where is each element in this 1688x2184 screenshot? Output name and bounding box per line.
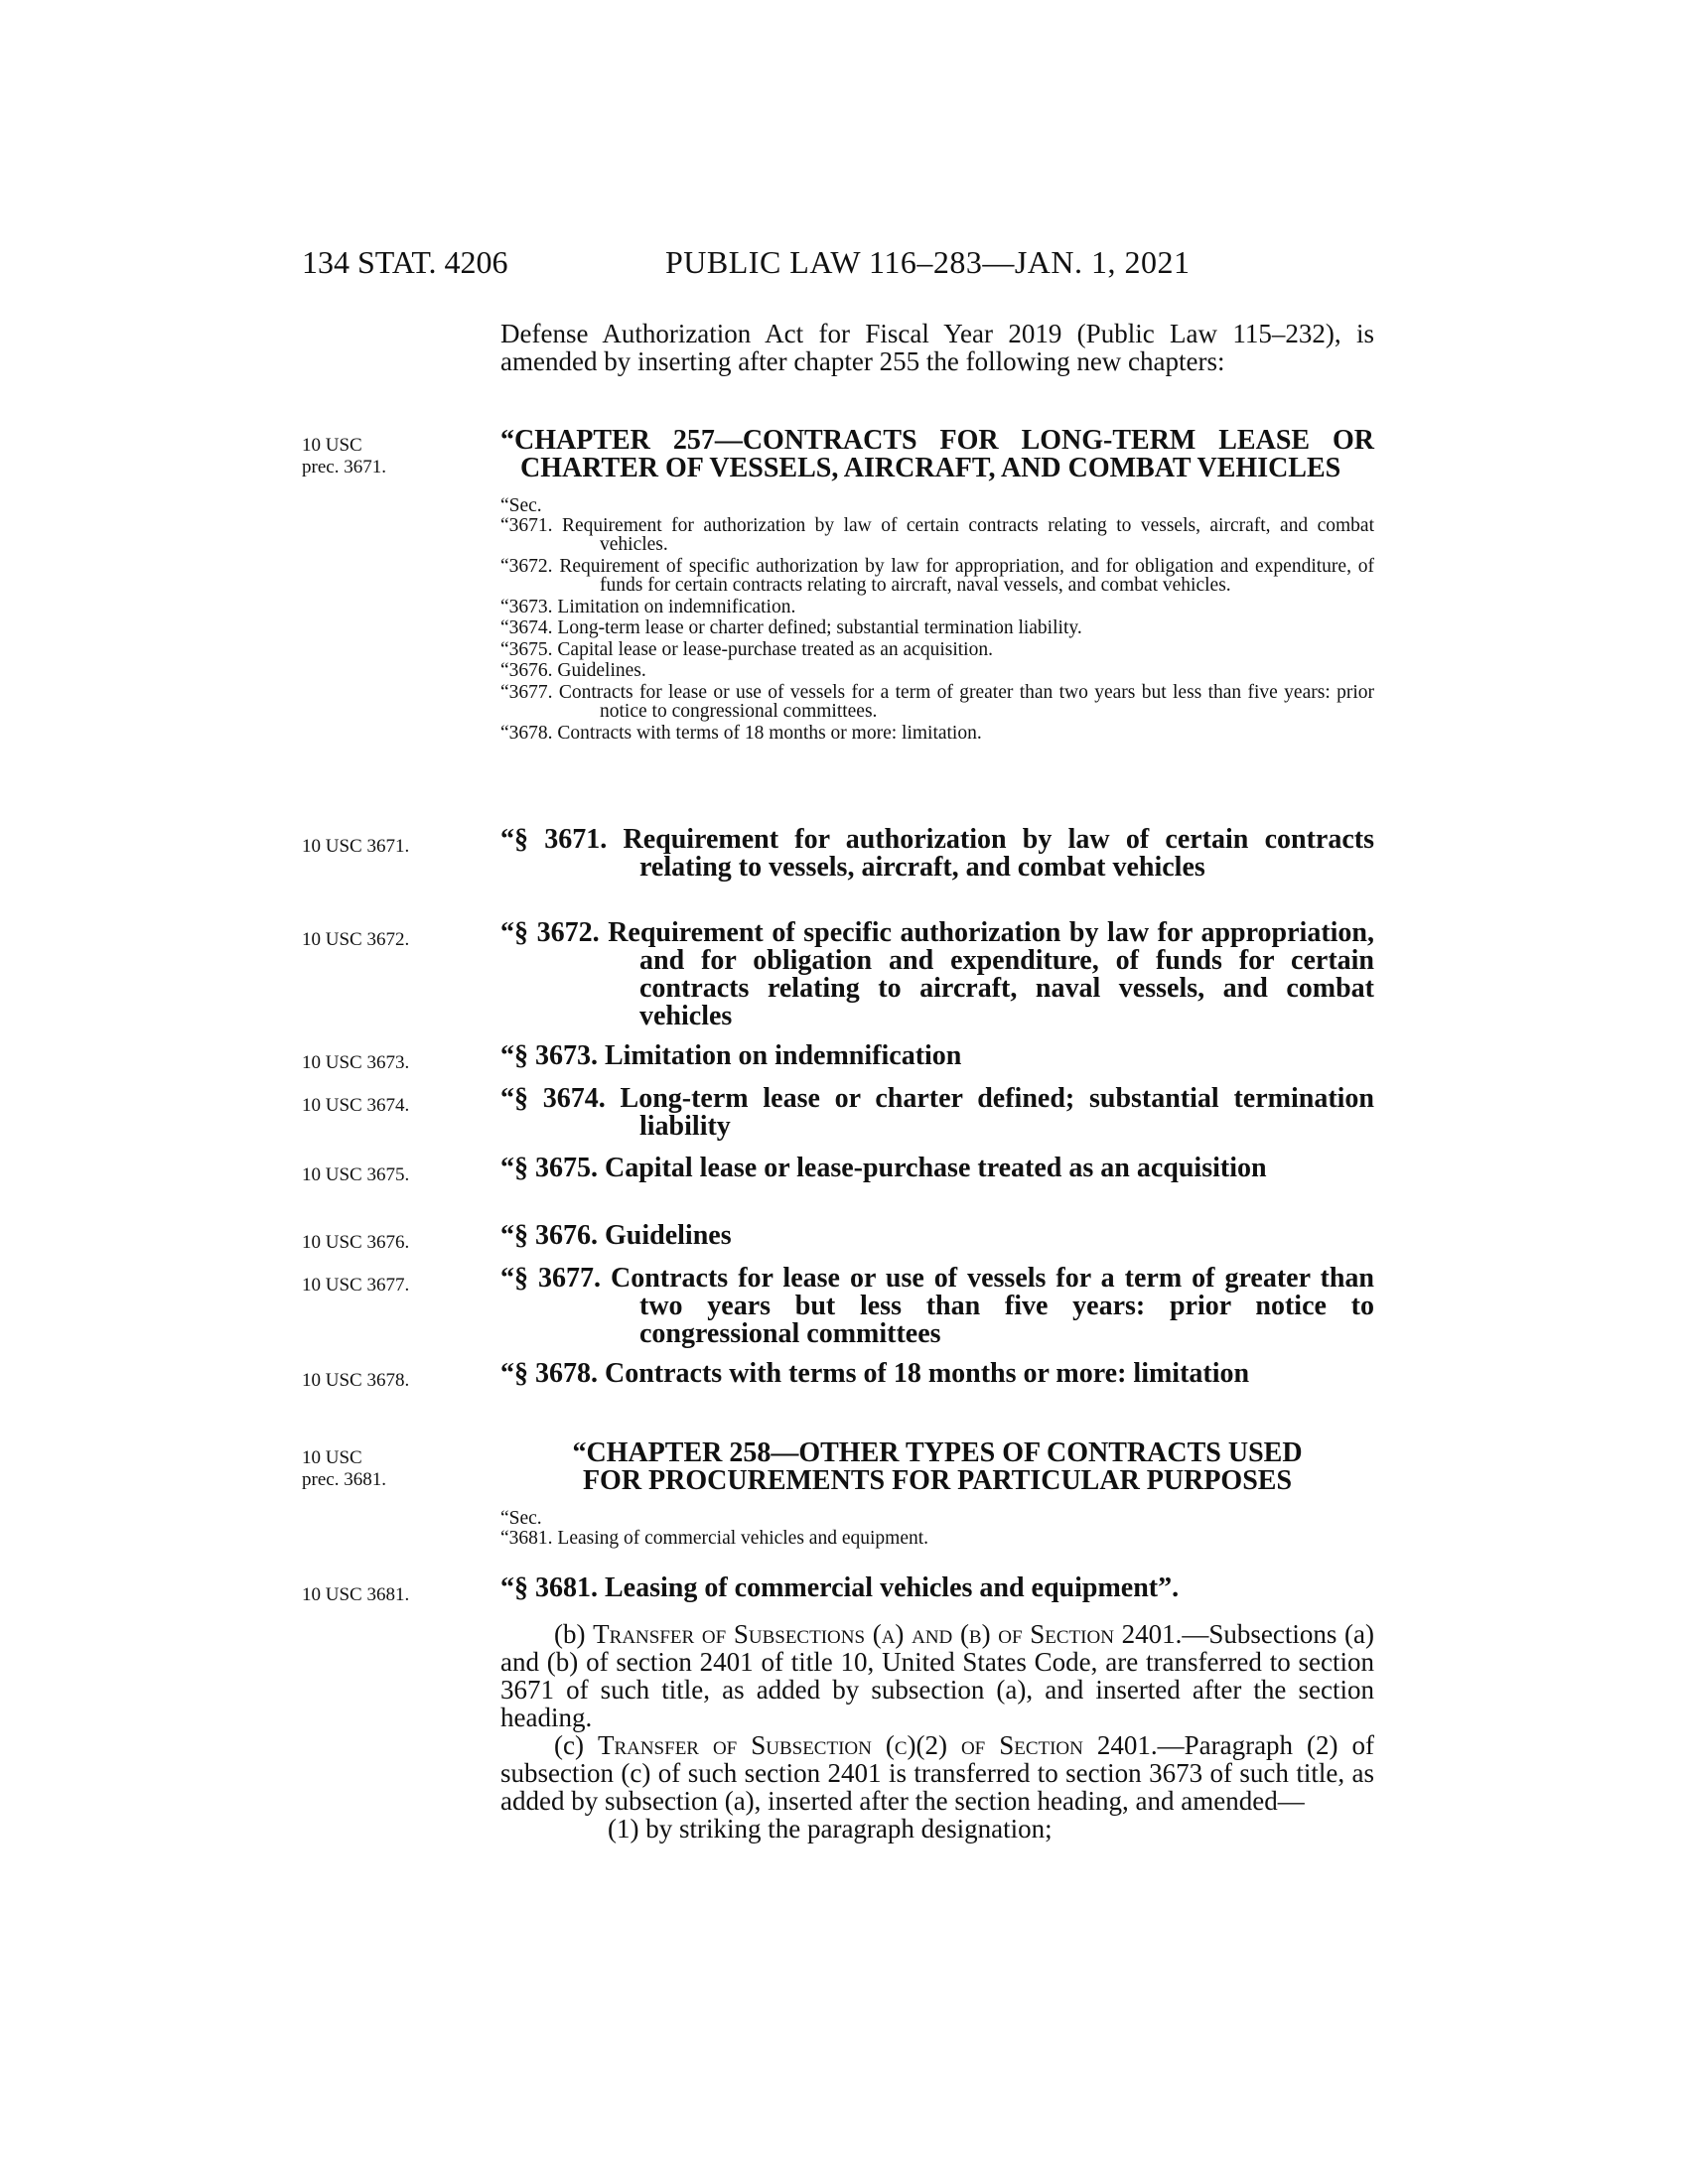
- amendment-text: [500, 1620, 1374, 1843]
- toc-entry: “3678. Contracts with terms of 18 months or more: limitation.: [500, 722, 982, 744]
- section-3681-heading: “§ 3681. Leasing of commercial vehicles and equipment”.: [500, 1572, 1180, 1603]
- toc-entry: “3671. Requirement for authorization by law of certain contracts relating to vessels, aircraft, and combat vehicles.: [500, 514, 1374, 555]
- section-3671-heading: “§ 3671. Requirement for authorization by law of certain contracts relating to vessels, aircraft, and combat vehicles: [500, 824, 1374, 883]
- toc-sec-label: “Sec.: [500, 1508, 542, 1529]
- margin-note-chapter-258: 10 USC prec. 3681.: [302, 1447, 386, 1490]
- toc-sec-label: “Sec.: [500, 495, 542, 516]
- margin-note-3673: 10 USC 3673.: [302, 1052, 410, 1073]
- margin-note-3674: 10 USC 3674.: [302, 1095, 410, 1116]
- margin-note-3681: 10 USC 3681.: [302, 1584, 410, 1605]
- public-law-citation: PUBLIC LAW 116–283—JAN. 1, 2021: [665, 244, 1191, 280]
- toc-entry: “3674. Long-term lease or charter defined; substantial termination liability.: [500, 617, 1082, 638]
- subsection-c: (c) Transfer of Subsection (c)(2) of Section 2401.—Paragraph (2) of subsection (c) of such section 2401 is transferred to section 3673 of such title, as added by subsection (a), inserted after the section heading, and amended—: [500, 1730, 1374, 1816]
- chapter-257-title: “CHAPTER 257—CONTRACTS FOR LONG-TERM LEASE OR CHARTER OF VESSELS, AIRCRAFT, AND COMBAT VEHICLES: [500, 425, 1374, 483]
- paragraph-1: (1) by striking the paragraph designation;: [608, 1814, 1053, 1843]
- toc-entry: “3677. Contracts for lease or use of vessels for a term of greater than two years but less than five years: prior notice to congressional committees.: [500, 681, 1374, 722]
- margin-note-3677: 10 USC 3677.: [302, 1275, 410, 1296]
- section-3677-heading: “§ 3677. Contracts for lease or use of vessels for a term of greater than two years but less than five years: prior notice to congressional committees: [500, 1263, 1374, 1349]
- toc-entry: “3673. Limitation on indemnification.: [500, 596, 796, 617]
- margin-note-3672: 10 USC 3672.: [302, 929, 410, 950]
- chapter-257-toc: [500, 496, 1374, 743]
- stat-page-number: 134 STAT. 4206: [302, 244, 508, 280]
- chapter-258-title-line1: “CHAPTER 258—OTHER TYPES OF CONTRACTS USED: [572, 1437, 1303, 1468]
- section-3673-heading: “§ 3673. Limitation on indemnification: [500, 1040, 962, 1071]
- subsection-b-caption: Transfer of Subsections (a) and (b) of Section 2401.: [593, 1619, 1183, 1649]
- section-3674-heading: “§ 3674. Long-term lease or charter defined; substantial termination liability: [500, 1083, 1374, 1142]
- chapter-258-block: [500, 1439, 1374, 1548]
- toc-entry: “3675. Capital lease or lease-purchase treated as an acquisition.: [500, 638, 993, 660]
- margin-note-chapter-257: 10 USC prec. 3671.: [302, 435, 386, 478]
- section-3675-heading: “§ 3675. Capital lease or lease-purchase treated as an acquisition: [500, 1153, 1267, 1183]
- margin-note-3678: 10 USC 3678.: [302, 1370, 410, 1391]
- chapter-257-block: [500, 427, 1374, 743]
- chapter-258-title-line2: FOR PROCUREMENTS FOR PARTICULAR PURPOSES: [582, 1465, 1293, 1496]
- intro-paragraph: Defense Authorization Act for Fiscal Year 2019 (Public Law 115–232), is amended by inserting after chapter 255 the following new chapters:: [500, 319, 1374, 376]
- section-3672-heading: “§ 3672. Requirement of specific authorization by law for appropriation, and for obligation and expenditure, of funds for certain contracts relating to aircraft, naval vessels, and combat vehicles: [500, 917, 1374, 1031]
- margin-note-3676: 10 USC 3676.: [302, 1232, 410, 1253]
- subsection-c-caption: Transfer of Subsection (c)(2) of Section 2401.: [597, 1730, 1158, 1760]
- section-3678-heading: “§ 3678. Contracts with terms of 18 months or more: limitation: [500, 1358, 1250, 1389]
- toc-entry: “3676. Guidelines.: [500, 660, 646, 681]
- margin-note-3671: 10 USC 3671.: [302, 836, 410, 857]
- toc-entry: “3672. Requirement of specific authorization by law for appropriation, and for obligation and expenditure, of funds for certain contracts relating to aircraft, naval vessels, and combat vehicles.: [500, 555, 1374, 596]
- subsection-b: (b) Transfer of Subsections (a) and (b) of Section 2401.—Subsections (a) and (b) of section 2401 of title 10, United States Code, are transferred to section 3671 of such title, as added by subsection (a), and inserted after the section heading.: [500, 1619, 1375, 1732]
- running-header: [302, 244, 1374, 294]
- margin-note-3675: 10 USC 3675.: [302, 1164, 410, 1185]
- section-3676-heading: “§ 3676. Guidelines: [500, 1220, 732, 1251]
- chapter-258-toc: [500, 1509, 1374, 1548]
- toc-entry: “3681. Leasing of commercial vehicles and equipment.: [500, 1527, 929, 1549]
